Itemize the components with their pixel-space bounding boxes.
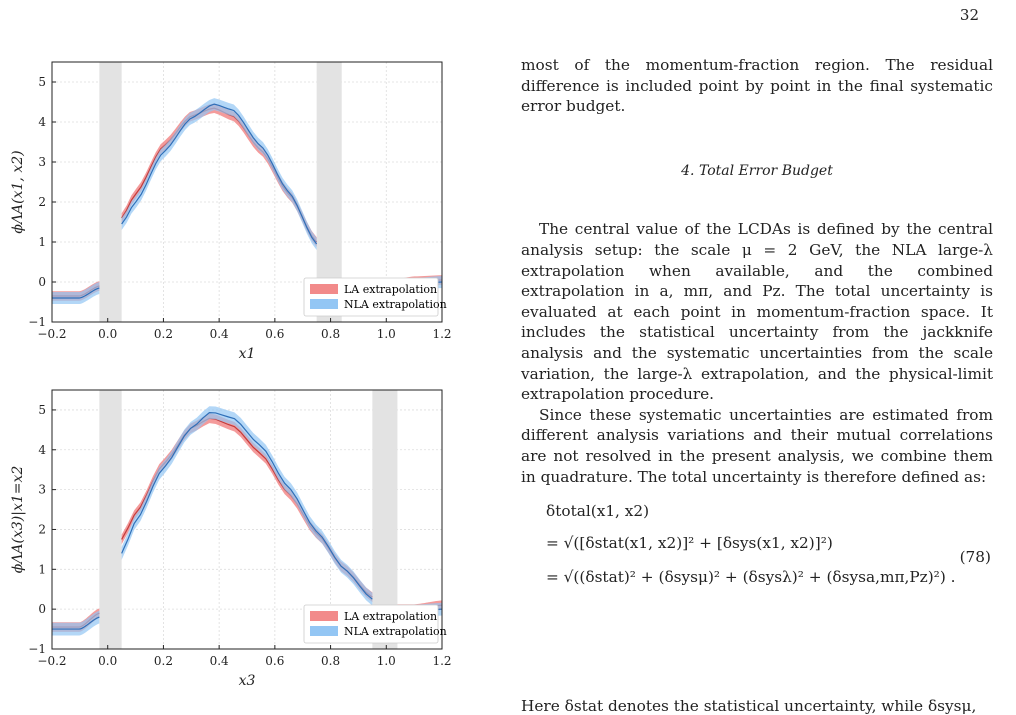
x-tick-label: 1.0 xyxy=(376,654,396,668)
eq-number: (78) xyxy=(959,548,991,567)
y-tick-label: 0 xyxy=(38,602,46,617)
y-tick-label: 4 xyxy=(38,442,46,457)
excluded-region xyxy=(99,390,121,649)
x-tick-label: 1.2 xyxy=(432,327,452,341)
y-tick-label: 5 xyxy=(38,75,46,89)
y-tick-label: 1 xyxy=(38,562,46,577)
x-tick-label: 0.2 xyxy=(153,654,173,668)
y-tick-label: −1 xyxy=(28,642,46,656)
legend-swatch-nla xyxy=(310,299,338,309)
figure xyxy=(0,0,470,714)
x-tick-label: 0.0 xyxy=(98,654,118,668)
x-tick-label: 0.2 xyxy=(153,327,173,341)
y-tick-label: 3 xyxy=(38,155,46,169)
paragraph-1: most of the momentum-fraction region. The residual difference is included point by point in the final systematic error budget. xyxy=(521,56,993,116)
x-tick-label: −0.2 xyxy=(37,327,67,341)
legend-swatch-la xyxy=(310,284,338,294)
excluded-region xyxy=(99,62,121,322)
legend-label-nla: NLA extrapolation xyxy=(344,625,447,638)
x-tick-label: 0.8 xyxy=(321,327,341,341)
text-column xyxy=(521,55,993,601)
y-tick-label: 2 xyxy=(38,522,46,537)
x-tick-label: 0.4 xyxy=(209,654,229,668)
paragraph-2: The central value of the LCDAs is defined by the central analysis setup: the scale μ = 2 GeV, the NLA large-λ extrapolation when available, and the combined extrapolation in a, mπ, and Pz. The total uncertainty is evaluated at each point in momentum-fraction space. It includes the statistical uncertainty from the jackknife analysis and the systematic uncertainties from the scale variation, the large-λ extrapolation, and the physical-limit extrapolation procedure. xyxy=(521,220,993,404)
y-axis-label: ϕΛA(x1, x2) xyxy=(10,150,26,234)
legend-label-la: LA extrapolation xyxy=(344,283,438,296)
x-axis-label: x3 xyxy=(238,673,256,689)
y-tick-label: 1 xyxy=(38,235,46,249)
x-tick-label: 0.4 xyxy=(209,327,229,341)
x-tick-label: 0.6 xyxy=(265,654,285,668)
x-tick-label: 0.6 xyxy=(265,327,285,341)
error-band-nla xyxy=(122,406,373,605)
legend-swatch-nla xyxy=(310,626,338,636)
page-number: 32 xyxy=(959,6,979,24)
figure-plots xyxy=(0,0,470,714)
y-tick-label: 2 xyxy=(38,195,46,209)
paragraph-3: Since these systematic uncertainties are estimated from different analysis variations and their mutual correlations are not resolved in the present analysis, we combine them in quadrature. The total uncertainty is therefore defined as: xyxy=(521,405,993,486)
x-tick-label: 0.0 xyxy=(98,327,118,341)
eq-line-1: δtotal(x1, x2) xyxy=(546,502,650,521)
y-tick-label: 4 xyxy=(38,115,46,129)
error-band-la xyxy=(122,414,373,602)
legend-label-nla: NLA extrapolation xyxy=(344,298,447,311)
eq-line-3: = √((δstat)² + (δsysμ)² + (δsysλ)² + (δsysa,mπ,Pz)²) . xyxy=(546,568,956,587)
y-tick-label: 5 xyxy=(38,402,46,417)
legend-swatch-la xyxy=(310,611,338,621)
y-axis-label: ϕΛA(x3)|x1=x2 xyxy=(10,465,26,574)
paragraph-4: Here δstat denotes the statistical uncertainty, while δsysμ, xyxy=(521,697,977,715)
legend-label-la: LA extrapolation xyxy=(344,610,438,623)
y-tick-label: −1 xyxy=(28,315,46,329)
equation-78 xyxy=(521,501,993,601)
y-tick-label: 0 xyxy=(38,275,46,289)
section-title: 4. Total Error Budget xyxy=(681,162,833,179)
y-tick-label: 3 xyxy=(38,482,46,497)
x-tick-label: 1.0 xyxy=(376,327,396,341)
x-tick-label: 0.8 xyxy=(321,654,341,668)
x-axis-label: x1 xyxy=(238,346,256,362)
central-line-la xyxy=(122,418,373,597)
x-tick-label: −0.2 xyxy=(37,654,67,668)
eq-line-2: = √([δstat(x1, x2)]² + [δsys(x1, x2)]²) xyxy=(546,534,833,553)
x-tick-label: 1.2 xyxy=(432,654,452,668)
